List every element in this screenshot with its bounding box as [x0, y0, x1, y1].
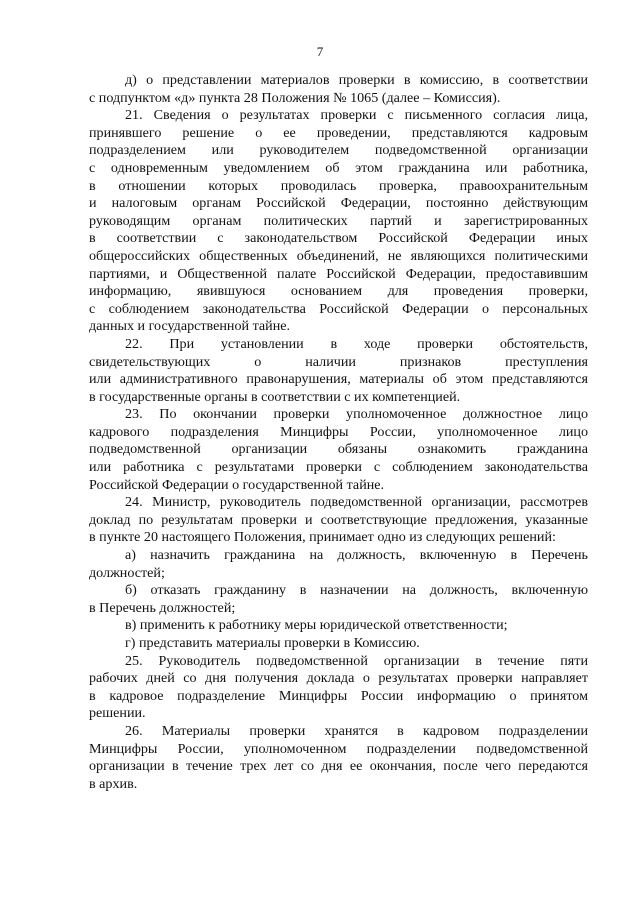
text-line: должностей; — [89, 564, 165, 581]
page-number: 7 — [316, 44, 324, 59]
text-line: партиями, и Общественной палате Российской Федерации, предоставившим — [89, 265, 588, 282]
text-line: 23. По окончании проверки уполномоченное должностное лицо — [125, 406, 588, 423]
text-line: б) отказать гражданину в назначении на должность, включенную — [125, 582, 588, 599]
paragraph-p-24-g — [89, 635, 588, 653]
text-line: или работника с результатами проверки с соблюдением законодательства — [89, 459, 588, 476]
text-line: общероссийских общественных объединений, не являющихся политическими — [89, 247, 588, 264]
text-line: в государственные органы в соответствии с их компетенцией. — [89, 388, 461, 405]
paragraph-p-23 — [89, 406, 588, 494]
paragraph-p-25 — [89, 653, 588, 723]
paragraph-p-26 — [89, 723, 588, 793]
text-line: в архив. — [89, 775, 138, 792]
text-line: свидетельствующих о наличии признаков преступления — [89, 353, 588, 370]
paragraph-p-24 — [89, 494, 588, 547]
text-line: 26. Материалы проверки хранятся в кадровом подразделении — [125, 722, 588, 739]
text-line: данных и государственной тайне. — [89, 318, 291, 335]
text-line: рабочих дней со дня получения доклада о результатах проверки направляет — [89, 670, 588, 687]
text-line: 25. Руководитель подведомственной организации в течение пяти — [125, 652, 588, 669]
text-line: подразделением или руководителем подведомственной организации — [89, 142, 588, 159]
paragraph-p-22 — [89, 336, 588, 406]
text-line: а) назначить гражданина на должность, включенную в Перечень — [125, 547, 588, 564]
text-line: информацию, явившуюся основанием для проведения проверки, — [89, 283, 588, 300]
text-line: в соответствии с законодательством Российской Федерации иных — [89, 230, 588, 247]
text-line: 21. Сведения о результатах проверки с письменного согласия лица, — [125, 107, 588, 124]
text-line: в отношении которых проводилась проверка, правоохранительным — [89, 177, 588, 194]
text-line: 22. При установлении в ходе проверки обстоятельств, — [125, 335, 588, 352]
text-line: подведомственной организации обязаны ознакомить гражданина — [89, 441, 588, 458]
paragraph-p-24-a — [89, 547, 588, 582]
text-line: кадрового подразделения Минцифры России, уполномоченное лицо — [89, 423, 588, 440]
text-line: д) о представлении материалов проверки в комиссию, в соответствии — [125, 72, 588, 88]
paragraph-p-21 — [89, 107, 588, 336]
text-line: и налоговым органам Российской Федерации, постоянно действующим — [89, 195, 588, 212]
text-line: или административного правонарушения, материалы об этом представляются — [89, 371, 588, 388]
text-line: с подпунктом «д» пункта 28 Положения № 1065 (далее – Комиссия). — [89, 89, 501, 106]
text-line: принявшего решение о ее проведении, представляются кадровым — [89, 124, 588, 141]
text-line: доклад по результатам проверки и соответствующие предложения, указанные — [89, 511, 588, 528]
paragraph-p-24-v — [89, 617, 588, 635]
text-line: г) представить материалы проверки в Комиссию. — [125, 635, 420, 651]
text-line: в пункте 20 настоящего Положения, принимает одно из следующих решений: — [89, 529, 556, 546]
text-line: с соблюдением законодательства Российской Федерации о персональных — [89, 300, 588, 317]
text-line: в) применить к работнику меры юридической ответственности; — [125, 617, 508, 634]
text-line: с одновременным уведомлением об этом гражданина или работника, — [89, 159, 588, 176]
document-body — [89, 72, 588, 793]
paragraph-p-d-commission — [89, 72, 588, 107]
text-line: 24. Министр, руководитель подведомственной организации, рассмотрев — [125, 494, 588, 511]
text-line: решении. — [89, 705, 146, 722]
text-line: в кадровое подразделение Минцифры России информацию о принятом — [89, 687, 588, 704]
text-line: Минцифры России, уполномоченном подразделении подведомственной — [89, 740, 588, 757]
paragraph-p-24-b — [89, 582, 588, 617]
text-line: организации в течение трех лет со дня ее окончания, после чего передаются — [89, 758, 588, 775]
text-line: Российской Федерации о государственной тайне. — [89, 476, 385, 493]
text-line: руководящим органам политических партий и зарегистрированных — [89, 212, 588, 229]
text-line: в Перечень должностей; — [89, 599, 236, 616]
